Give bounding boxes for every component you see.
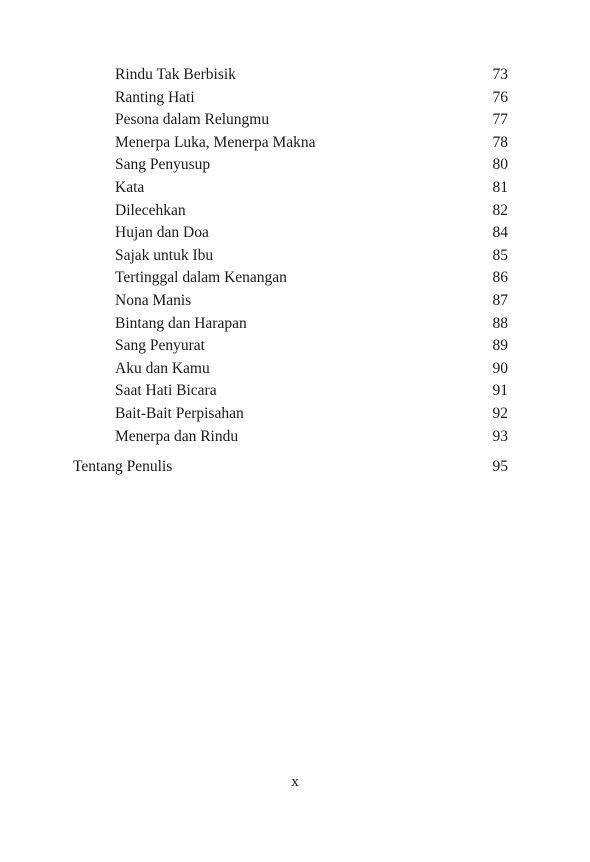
toc-sub-list bbox=[115, 64, 508, 448]
toc-entry-title: Rindu Tak Berbisik bbox=[115, 66, 236, 83]
toc-entry-page: 84 bbox=[492, 224, 508, 242]
toc-entry-page: 82 bbox=[492, 201, 508, 219]
toc-entry-page: 86 bbox=[492, 269, 508, 287]
toc-entry-page: 77 bbox=[492, 111, 508, 129]
toc-entry bbox=[115, 426, 508, 449]
toc-entry-title: Sajak untuk Ibu bbox=[115, 246, 214, 264]
toc-entry-title: Aku dan Kamu bbox=[115, 359, 210, 377]
toc-entry-page: 91 bbox=[492, 382, 508, 400]
toc-entry-title: Hujan dan Doa bbox=[115, 224, 209, 242]
toc-entry-page: 89 bbox=[492, 337, 508, 355]
toc-entry bbox=[115, 64, 508, 87]
toc-entry-page: 73 bbox=[492, 66, 508, 83]
toc-entry bbox=[115, 154, 508, 177]
toc-entry bbox=[115, 290, 508, 313]
toc-entry-title: Dilecehkan bbox=[115, 201, 186, 219]
toc-entry-page: 93 bbox=[492, 427, 508, 445]
toc-entry bbox=[115, 200, 508, 223]
toc-entry bbox=[115, 380, 508, 403]
toc-entry-title: Pesona dalam Relungmu bbox=[115, 111, 270, 129]
toc-entry bbox=[115, 222, 508, 245]
toc-entry-title: Sang Penyusup bbox=[115, 156, 211, 174]
toc-entry-page: 81 bbox=[492, 178, 508, 196]
toc-entry-page: 90 bbox=[492, 359, 508, 377]
toc-entry-title: Saat Hati Bicara bbox=[115, 382, 217, 400]
toc-entry bbox=[115, 132, 508, 155]
toc-top-entry bbox=[73, 456, 508, 479]
toc-entry bbox=[115, 177, 508, 200]
page-number: x bbox=[291, 774, 299, 790]
toc-entry-page: 78 bbox=[492, 133, 508, 151]
toc-entry-page: 92 bbox=[492, 404, 508, 422]
toc-entry-page: 80 bbox=[492, 156, 508, 174]
toc-entry bbox=[115, 358, 508, 381]
toc-entry-title: Nona Manis bbox=[115, 291, 192, 309]
toc-entry-title: Tertinggal dalam Kenangan bbox=[115, 269, 287, 287]
toc-entry-page: 87 bbox=[492, 291, 508, 309]
toc-entry bbox=[115, 245, 508, 268]
toc-entry bbox=[115, 267, 508, 290]
toc-entry-page: 85 bbox=[492, 246, 508, 264]
toc-entry-title: Sang Penyurat bbox=[115, 337, 205, 355]
toc-entry-page: 88 bbox=[492, 314, 508, 332]
toc-entry-title: Kata bbox=[115, 178, 145, 196]
toc-entry-title: Ranting Hati bbox=[115, 88, 195, 106]
toc-entry bbox=[115, 335, 508, 358]
toc-entry-title: Bait-Bait Perpisahan bbox=[115, 404, 244, 422]
toc-entry bbox=[115, 403, 508, 426]
toc-entry-title: Bintang dan Harapan bbox=[115, 314, 247, 332]
toc-entry bbox=[115, 313, 508, 336]
toc-entry-title: Menerpa Luka, Menerpa Makna bbox=[115, 133, 316, 151]
toc-top-entry-title: Tentang Penulis bbox=[73, 458, 173, 475]
toc-entry-page: 76 bbox=[492, 88, 508, 106]
toc-entry-title: Menerpa dan Rindu bbox=[115, 427, 239, 445]
toc-entry bbox=[115, 109, 508, 132]
toc-top-entry-page: 95 bbox=[492, 458, 508, 475]
toc-entry bbox=[115, 87, 508, 110]
